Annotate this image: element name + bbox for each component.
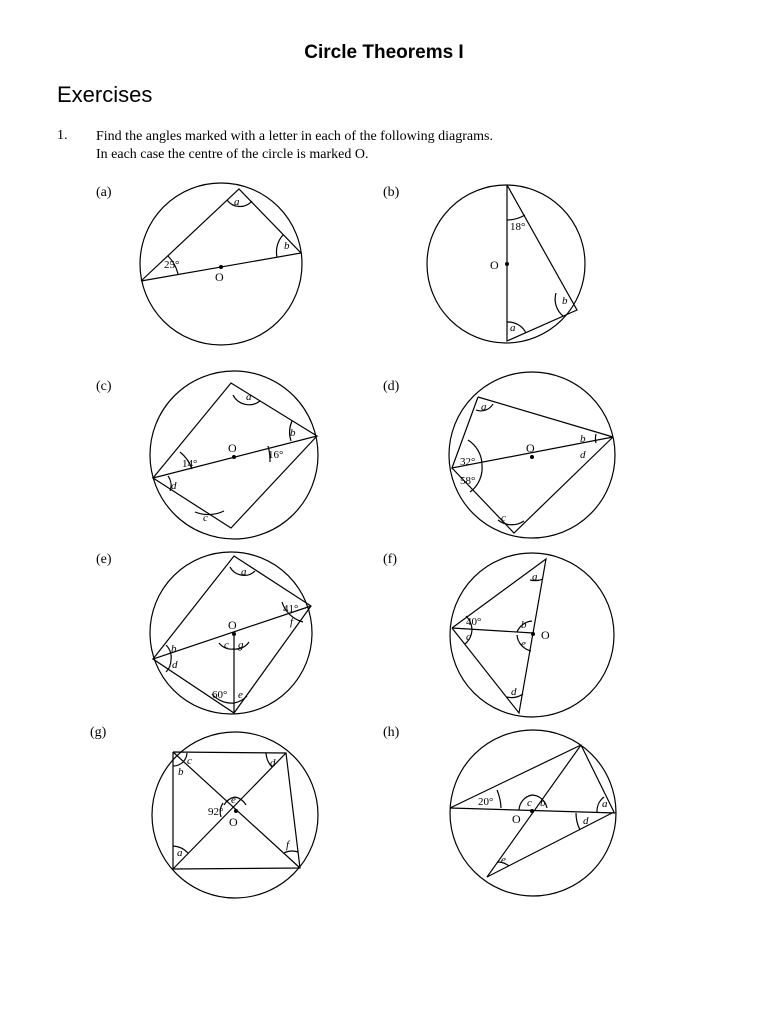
diagram-a-arc-a — [227, 200, 252, 207]
diagram-c-label: (c) — [96, 379, 112, 394]
diagram-a-angle-given: 25° — [164, 259, 180, 271]
diagram-b-angle-given: 18° — [510, 221, 526, 233]
diagram-h — [383, 725, 616, 896]
diagram-h-centre-label: O — [512, 812, 521, 826]
diagram-g-angle-a: a — [177, 847, 183, 859]
diagram-a-label: (a) — [96, 185, 112, 200]
diagram-b-angle-a: a — [510, 322, 516, 334]
diagram-g-arc-bc — [173, 753, 187, 766]
diagram-e-angle-g: g — [238, 639, 244, 651]
diagram-e-angle-41: 41° — [283, 603, 299, 615]
diagram-a-centre-point — [219, 265, 223, 269]
diagram-d-angle-c: c — [501, 512, 506, 524]
diagram-e-label: (e) — [96, 552, 112, 567]
diagram-h-arc-d — [576, 813, 580, 830]
diagram-g-angle-f: f — [286, 839, 290, 851]
diagram-b-centre-point — [505, 262, 509, 266]
diagram-e-angle-e: e — [238, 689, 243, 701]
diagram-f-centre-label: O — [541, 628, 550, 642]
diagram-g — [90, 725, 318, 898]
diagram-b-angle-b: b — [562, 295, 568, 307]
section-heading: Exercises — [57, 82, 153, 107]
diagram-g-angle-92: 92° — [208, 806, 224, 818]
instruction-line-1: Find the angles marked with a letter in each of the following diagrams. — [96, 129, 493, 144]
diagram-h-angle-c: c — [527, 797, 532, 809]
diagram-h-angle-b: b — [540, 797, 546, 809]
diagram-c-angle-d: d — [171, 480, 177, 492]
diagram-e-centre-point — [232, 632, 236, 636]
diagram-h-angle-d: d — [583, 815, 589, 827]
diagram-d-angle-d: d — [580, 449, 586, 461]
diagram-g-centre-label: O — [229, 815, 238, 829]
diagram-f — [383, 552, 614, 717]
diagram-h-angle-20: 20° — [478, 796, 494, 808]
diagram-d-centre-point — [530, 455, 534, 459]
diagram-d-label: (d) — [383, 379, 400, 394]
diagram-c-centre-label: O — [228, 441, 237, 455]
diagram-f-centre-point — [531, 632, 535, 636]
diagram-e-angle-f: f — [290, 616, 294, 628]
diagram-b-arc-given — [507, 215, 525, 220]
diagram-b-label: (b) — [383, 185, 400, 200]
instruction-line-2: In each case the centre of the circle is marked O. — [96, 147, 369, 162]
diagram-g-angle-d: d — [270, 757, 276, 769]
diagram-h-centre-point — [530, 809, 534, 813]
diagram-d-centre-label: O — [526, 441, 535, 455]
diagram-b — [383, 185, 585, 343]
diagram-g-angle-b: b — [178, 766, 184, 778]
diagram-g-label: (g) — [90, 725, 107, 740]
diagram-d-arc-bd — [595, 434, 596, 443]
diagram-c-centre-point — [232, 455, 236, 459]
diagram-e-angle-a: a — [241, 566, 247, 578]
diagram-d-angle-32: 32° — [460, 456, 476, 468]
diagram-f-angle-c: c — [466, 631, 471, 643]
diagram-e-angle-d: d — [172, 659, 178, 671]
diagram-c-angle-a: a — [246, 391, 252, 403]
diagram-a-angle-a: a — [234, 196, 240, 208]
diagram-c — [96, 371, 318, 539]
diagram-a-angle-b: b — [284, 240, 290, 252]
diagram-c-angle-16: 16° — [268, 449, 284, 461]
diagram-e-angle-60: 60° — [212, 689, 228, 701]
diagram-d-angle-b: b — [580, 433, 586, 445]
diagram-c-angle-c: c — [203, 512, 208, 524]
diagram-b-triangle — [507, 185, 577, 341]
diagram-d-angle-a: a — [481, 401, 487, 413]
diagram-f-angle-b: b — [521, 619, 527, 631]
diagram-e-angle-b: b — [171, 643, 177, 655]
question-number: 1. — [57, 128, 68, 143]
diagram-d — [383, 372, 615, 538]
diagram-h-arc-20 — [497, 790, 501, 808]
diagram-f-angle-a: a — [532, 571, 538, 583]
diagram-h-angle-a: a — [602, 798, 608, 810]
diagram-d-angle-58: 58° — [460, 475, 476, 487]
diagram-e-centre-label: O — [228, 618, 237, 632]
diagram-c-angle-b: b — [290, 427, 296, 439]
diagram-a — [96, 183, 302, 345]
diagram-g-arc-f — [284, 851, 298, 853]
page-title: Circle Theorems I — [304, 42, 464, 63]
diagram-f-angle-d: d — [511, 686, 517, 698]
diagram-g-angle-c: c — [187, 755, 192, 767]
diagram-e-quad — [153, 556, 311, 713]
diagram-f-angle-40: 40° — [466, 616, 482, 628]
diagram-h-label: (h) — [383, 725, 400, 740]
diagram-h-upper-chords — [450, 745, 614, 812]
diagram-e — [96, 552, 312, 714]
diagram-a-arc-b — [276, 235, 283, 257]
diagram-h-angle-e: e — [501, 854, 506, 866]
diagram-e-angle-c: c — [224, 639, 229, 651]
diagram-a-centre-label: O — [215, 270, 224, 284]
diagram-c-angle-14: 14° — [182, 458, 198, 470]
diagram-h-lower-chord — [487, 812, 614, 877]
diagram-f-label: (f) — [383, 552, 397, 567]
diagram-g-angle-e: e — [231, 794, 236, 806]
diagram-g-centre-point — [234, 809, 238, 813]
diagram-f-angle-e: e — [521, 638, 526, 650]
diagram-g-diagonal-2 — [173, 753, 286, 869]
diagram-b-centre-label: O — [490, 258, 499, 272]
